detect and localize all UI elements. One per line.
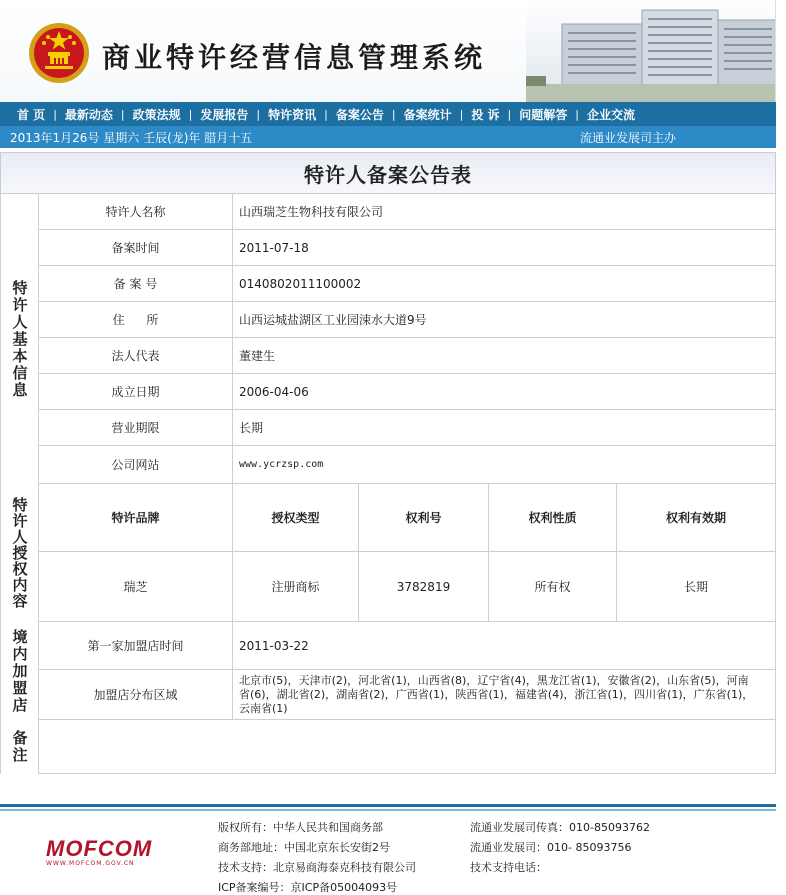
nav-divider: | (188, 107, 193, 121)
table-row (39, 374, 776, 410)
nav-home[interactable]: 首 页 (17, 107, 46, 122)
nav-policies[interactable]: 政策法规 (132, 107, 181, 122)
row-value: 0140802011100002 (233, 266, 776, 301)
section-basic-info (1, 194, 39, 484)
footer-divider (0, 804, 776, 811)
table-row (39, 266, 776, 302)
nav-faq[interactable]: 问题解答 (519, 107, 568, 122)
nav-reports[interactable]: 发展报告 (200, 107, 249, 122)
nav-divider: | (459, 107, 464, 121)
remarks-value (39, 720, 776, 773)
table-row (39, 670, 776, 720)
table-row (39, 446, 776, 484)
table-row (39, 338, 776, 374)
column-header: 权利号 (359, 484, 489, 551)
table-cell: 所有权 (489, 552, 617, 621)
nav-complaints[interactable]: 投 诉 (471, 107, 500, 122)
page-title-bar (0, 152, 776, 194)
icp-text: ICP备案编号：京ICP备05004093号 (218, 881, 398, 894)
row-label: 特许人名称 (39, 194, 233, 229)
nav-divider: | (575, 107, 579, 121)
national-emblem-icon (28, 22, 90, 84)
section-remarks (1, 720, 39, 774)
row-value: 2011-07-18 (233, 230, 776, 265)
table-row (39, 552, 776, 622)
host-label: 流通业发展司主办 (579, 130, 676, 145)
row-value: 2011-03-22 (233, 622, 776, 669)
row-label: 法人代表 (39, 338, 233, 373)
section-label: 备注 (10, 730, 29, 764)
nav-franchise-news[interactable]: 特许资讯 (268, 107, 317, 122)
row-label: 备 案 号 (39, 266, 233, 301)
row-value: 2006-04-06 (233, 374, 776, 409)
government-building-image (526, 0, 776, 102)
nav-exchange[interactable]: 企业交流 (586, 107, 635, 122)
logo-text: MOFCOM (46, 836, 153, 861)
section-authorization (1, 484, 39, 622)
nav-filing-notices[interactable]: 备案公告 (335, 107, 384, 122)
row-label: 住 所 (39, 302, 233, 337)
site-title: 商业特许经营信息管理系统 (102, 41, 487, 74)
row-value: 山西运城盐湖区工业园涑水大道9号 (233, 302, 776, 337)
page-title: 特许人备案公告表 (304, 162, 472, 187)
table-row (39, 410, 776, 446)
table-row (39, 720, 776, 774)
section-domestic-stores (1, 622, 39, 720)
fax-text: 流通业发展司传真：010-85093762 (470, 821, 650, 834)
main-nav (0, 102, 776, 126)
table-row (39, 302, 776, 338)
row-label: 加盟店分布区域 (39, 670, 233, 719)
current-date: 2013年1月26号 星期六 壬辰(龙)年 腊月十五 (10, 130, 253, 145)
section-label: 特许人授权内容 (10, 497, 29, 609)
table-row (39, 230, 776, 266)
site-header (0, 0, 776, 102)
table-header-row (39, 484, 776, 552)
footer-info-left (218, 818, 416, 895)
site-footer (0, 814, 776, 895)
row-value: 山西瑞芝生物科技有限公司 (233, 194, 776, 229)
footer-info-right (470, 818, 650, 878)
table-cell: 瑞芝 (39, 552, 233, 621)
nav-latest-news[interactable]: 最新动态 (64, 107, 113, 122)
mofcom-logo[interactable] (46, 836, 176, 886)
row-label: 营业期限 (39, 410, 233, 445)
row-label: 第一家加盟店时间 (39, 622, 233, 669)
copyright-text: 版权所有：中华人民共和国商务部 (218, 821, 383, 834)
section-label: 特许人基本信息 (10, 279, 29, 399)
row-label: 备案时间 (39, 230, 233, 265)
column-header: 特许品牌 (39, 484, 233, 551)
row-label: 成立日期 (39, 374, 233, 409)
store-distribution: 北京市(5)，天津市(2)，河北省(1)，山西省(8)，辽宁省(4)，黑龙江省(1)，安徽省(2)，山东省(5)，河南省(6)，湖北省(2)，湖南省(2)，广西省(1)，陕西省(1)，福建省(4)，浙江省(1)，四川省(1)，广东省(1)，云南省(1) (233, 670, 776, 719)
nav-divider: | (256, 107, 261, 121)
column-header: 授权类型 (233, 484, 359, 551)
nav-divider: | (53, 107, 57, 121)
support-phone-text: 技术支持电话： (470, 861, 547, 874)
logo-subtext: WWW.MOFCOM.GOV.CN (46, 860, 135, 867)
row-label: 公司网站 (39, 446, 233, 483)
table-row (39, 622, 776, 670)
table-cell: 长期 (617, 552, 776, 621)
phone-text: 流通业发展司：010- 85093756 (470, 841, 632, 854)
company-website-link[interactable]: www.ycrzsp.com (233, 446, 776, 483)
table-cell: 注册商标 (233, 552, 359, 621)
nav-filing-stats[interactable]: 备案统计 (403, 107, 452, 122)
column-header: 权利性质 (489, 484, 617, 551)
row-value: 董建生 (233, 338, 776, 373)
nav-divider: | (324, 107, 328, 121)
filing-table (0, 194, 776, 774)
section-label: 境内加盟店 (10, 628, 29, 714)
row-value: 长期 (233, 410, 776, 445)
tech-support-text: 技术支持：北京易商海泰克科技有限公司 (218, 861, 416, 874)
table-cell: 3782819 (359, 552, 489, 621)
address-text: 商务部地址：中国北京东长安街2号 (218, 841, 390, 854)
nav-divider: | (120, 107, 125, 121)
date-bar (0, 126, 776, 148)
nav-divider: | (391, 107, 396, 121)
column-header: 权利有效期 (617, 484, 776, 551)
nav-divider: | (507, 107, 512, 121)
table-row (39, 194, 776, 230)
